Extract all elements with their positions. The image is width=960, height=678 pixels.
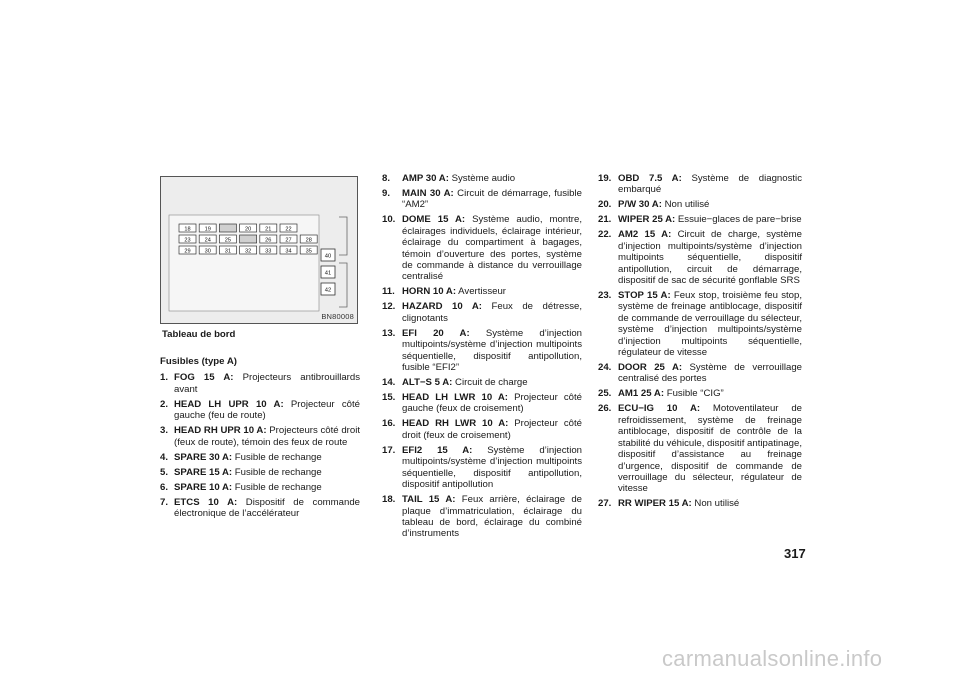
fuse-entry [160, 372, 360, 395]
fuse-entry [598, 403, 802, 494]
fuse-number: 22. [598, 229, 612, 241]
fuse-number: 19. [598, 173, 612, 184]
fuse-entry [598, 229, 802, 286]
fuse-entry [382, 494, 582, 540]
fuse-label: HEAD LH UPR 10 A: [174, 398, 284, 410]
fuse-description: Feux arrière, éclairage de plaque d’immatriculation, éclairage du tableau de bord, éclairage du combiné d’instruments [402, 494, 582, 540]
fuse-number: 26. [598, 403, 612, 415]
fuse-slot [219, 224, 236, 232]
fuse-entry [160, 482, 360, 493]
fuse-entry [598, 173, 802, 196]
fuse-entry [598, 498, 802, 509]
fuse-description: Fusible de rechange [234, 466, 322, 478]
fuse-entry [160, 425, 360, 448]
fuse-number: 9. [382, 188, 391, 199]
fuse-label: HEAD RH LWR 10 A: [402, 418, 509, 430]
fuse-slot-label: 20 [244, 226, 252, 233]
fuse-number: 24. [598, 362, 612, 374]
fuse-list-3 [598, 173, 802, 510]
fuse-slot-label: 23 [184, 237, 191, 244]
fuse-description: Projecteur côté droit (feux de croisement) [402, 418, 582, 441]
fuse-label: HORN 10 A: [402, 286, 457, 298]
fuse-number: 6. [160, 481, 169, 493]
fuse-label: HEAD RH UPR 10 A: [174, 425, 267, 437]
fuse-description: Système d’injection multipoints/système d’injection multipoints séquentielle, dispositif antipollution, dispositif antipollution [402, 444, 583, 491]
fuse-entry [382, 418, 582, 441]
fuse-label: EFI2 15 A: [402, 444, 473, 456]
fuse-number: 2. [160, 398, 169, 410]
fuse-number: 4. [160, 451, 169, 463]
fuse-slot-label: 22 [285, 226, 292, 233]
fuse-label: SPARE 15 A: [174, 466, 233, 478]
fuse-slot-label: 29 [184, 248, 191, 255]
fuse-number: 25. [598, 388, 612, 400]
fuse-description: Système d’injection multipoints/système d’injection multipoints séquentielle, dispositif antipollution, fusible “EFI2” [402, 327, 583, 374]
fuse-slot-label: 27 [285, 237, 292, 244]
fuse-slot-label: 21 [265, 226, 272, 233]
figure-code: BN80008 [321, 312, 354, 321]
fuse-description: Avertisseur [458, 286, 506, 298]
fuse-label: FOG 15 A: [174, 372, 234, 384]
column-3 [598, 173, 802, 513]
fuse-number: 23. [598, 290, 612, 302]
fuse-entry [382, 214, 582, 282]
fuse-slot-label: 28 [305, 237, 312, 244]
fuse-entry [382, 188, 582, 211]
fuse-description: Fusible de rechange [234, 481, 322, 493]
fuse-description: Fusible “CIG” [666, 388, 724, 400]
fuse-entry [598, 199, 802, 210]
bracket-line [339, 217, 347, 255]
fuse-entry [160, 452, 360, 463]
fuse-slot-label: 35 [305, 248, 312, 255]
fuse-entry [160, 399, 360, 422]
fuse-label: RR WIPER 15 A: [618, 498, 692, 510]
fuse-description: Système de verrouillage centralisé des portes [618, 362, 802, 385]
fuse-label: AM1 25 A: [618, 388, 665, 400]
fuse-number: 3. [160, 425, 169, 437]
fuse-number: 10. [382, 214, 396, 226]
fuse-number: 15. [382, 392, 396, 404]
fuse-entry [382, 392, 582, 415]
fuse-entry [382, 173, 582, 184]
fuse-slot-label: 34 [285, 248, 292, 255]
fuse-number: 21. [598, 214, 612, 226]
fuse-slot-label: 32 [244, 248, 252, 255]
fuse-slot-label: 25 [224, 237, 232, 244]
fuse-label: EFI 20 A: [402, 327, 470, 339]
fuse-label: HEAD LH LWR 10 A: [402, 392, 508, 404]
fuse-number: 27. [598, 498, 612, 510]
relay-label: 40 [324, 253, 332, 260]
fuse-description: Circuit de charge, système d’injection multipoints/système d’injection multipoints séquentielle, dispositif antipollution, circuit de démarrage, dispositif de sac de sécurité gonflable SRS [618, 229, 802, 287]
fuse-entry [382, 301, 582, 324]
fuse-description: Système de diagnostic embarqué [618, 173, 802, 196]
page-number: 317 [784, 546, 806, 561]
fuse-entry [382, 286, 582, 297]
fuse-number: 17. [382, 444, 396, 456]
fuse-description: Circuit de charge [455, 377, 528, 389]
fuse-description: Projecteur côté gauche (feu de route) [174, 398, 360, 422]
fuse-entry [598, 290, 802, 358]
fuse-description: Projecteurs côté droit (feux de route), témoin des feux de route [174, 425, 361, 448]
fuse-label: AM2 15 A: [618, 229, 672, 241]
fuse-slot-label: 26 [265, 237, 272, 244]
fuse-slot [240, 235, 257, 243]
fuse-entry [598, 388, 802, 399]
fuse-label: MAIN 30 A: [402, 188, 454, 199]
fuse-label: SPARE 30 A: [174, 451, 233, 463]
fuse-description: Non utilisé [664, 199, 710, 211]
fuse-label: OBD 7.5 A: [618, 173, 682, 184]
fuse-label: ETCS 10 A: [174, 496, 238, 508]
fuse-description: Dispositif de commande électronique de l’accélérateur [174, 496, 360, 520]
fuse-label: DOOR 25 A: [618, 362, 683, 374]
figure-caption: Tableau de bord [162, 329, 236, 340]
fuse-label: HAZARD 10 A: [402, 301, 482, 313]
fuse-description: Projecteur côté gauche (feux de croisement) [402, 392, 583, 415]
fuse-entry [598, 362, 802, 385]
fuse-number: 18. [382, 494, 396, 506]
fuse-description: Projecteurs antibrouillards avant [174, 372, 360, 395]
fuse-number: 20. [598, 199, 612, 211]
fuse-list-1 [160, 372, 360, 519]
fuse-number: 1. [160, 372, 169, 384]
fuse-slot-label: 30 [204, 248, 211, 255]
fuse-number: 12. [382, 301, 396, 313]
fuse-description: Motoventilateur de refroidissement, système de freinage antiblocage, dispositif de contrôle de la stabilité du véhicule, dispositif antipatinage, dispositif d’assistance au freinage d’urgence, dispositif de commande de verrouillage du sélecteur, régulateur de vitesse [618, 403, 802, 495]
fuse-slot-label: 19 [204, 226, 211, 233]
fuse-slot-label: 18 [184, 226, 191, 233]
fuse-description: Fusible de rechange [234, 451, 322, 463]
fuse-number: 5. [160, 466, 169, 478]
fuse-label: AMP 30 A: [402, 173, 449, 184]
fuse-label: P/W 30 A: [618, 199, 662, 211]
fuse-label: ECU−IG 10 A: [618, 403, 701, 415]
fuse-label: ALT−S 5 A: [402, 377, 453, 389]
fuse-number: 13. [382, 327, 396, 339]
fuse-label: WIPER 25 A: [618, 214, 676, 226]
fuse-entry [382, 445, 582, 491]
fuse-entry [160, 497, 360, 520]
column-1 [160, 356, 360, 523]
watermark: carmanualsonline.info [662, 646, 883, 671]
fuse-description: Circuit de démarrage, fusible “AM2” [402, 188, 582, 211]
fuse-entry [382, 328, 582, 374]
fuse-description: Système audio [451, 173, 516, 184]
fuse-label: STOP 15 A: [618, 290, 671, 302]
fuse-number: 7. [160, 496, 169, 508]
fuse-entry [382, 377, 582, 388]
fuse-description: Essuie−glaces de pare−brise [677, 214, 802, 226]
fuse-description: Système audio, montre, éclairages individuels, éclairage intérieur, éclairage du compartiment à bagages, témoin d’ouverture des portes, système de commande à distance du verrouillage centralisé [402, 214, 582, 283]
section-heading: Fusibles (type A) [160, 356, 237, 367]
fuse-number: 16. [382, 418, 396, 430]
fuse-box-figure [160, 176, 358, 324]
fuse-entry [160, 467, 360, 478]
fuse-number: 14. [382, 377, 396, 389]
fuse-slot-label: 24 [204, 237, 211, 244]
relay-label: 42 [324, 287, 332, 294]
fuse-slot-label: 31 [224, 248, 232, 255]
fuse-description: Feux de détresse, clignotants [402, 301, 582, 324]
fuse-entry [598, 214, 802, 225]
fuse-box-diagram [161, 177, 357, 323]
fuse-slot-label: 33 [265, 248, 272, 255]
relay-label: 41 [324, 270, 332, 277]
fuse-label: SPARE 10 A: [174, 481, 233, 493]
column-2 [382, 173, 582, 543]
fuse-label: DOME 15 A: [402, 214, 466, 226]
fuse-number: 8. [382, 173, 391, 184]
fuse-description: Feux stop, troisième feu stop, système de freinage antiblocage, dispositif de commande de verrouillage du sélecteur, système d’injection multipoints/système d’injection multipoints séquentielle, régulateur de vitesse [618, 290, 802, 359]
fuse-label: TAIL 15 A: [402, 494, 456, 506]
fuse-number: 11. [382, 286, 395, 298]
fuse-list-2 [382, 173, 582, 540]
bracket-line [339, 263, 347, 307]
fuse-description: Non utilisé [694, 498, 740, 510]
